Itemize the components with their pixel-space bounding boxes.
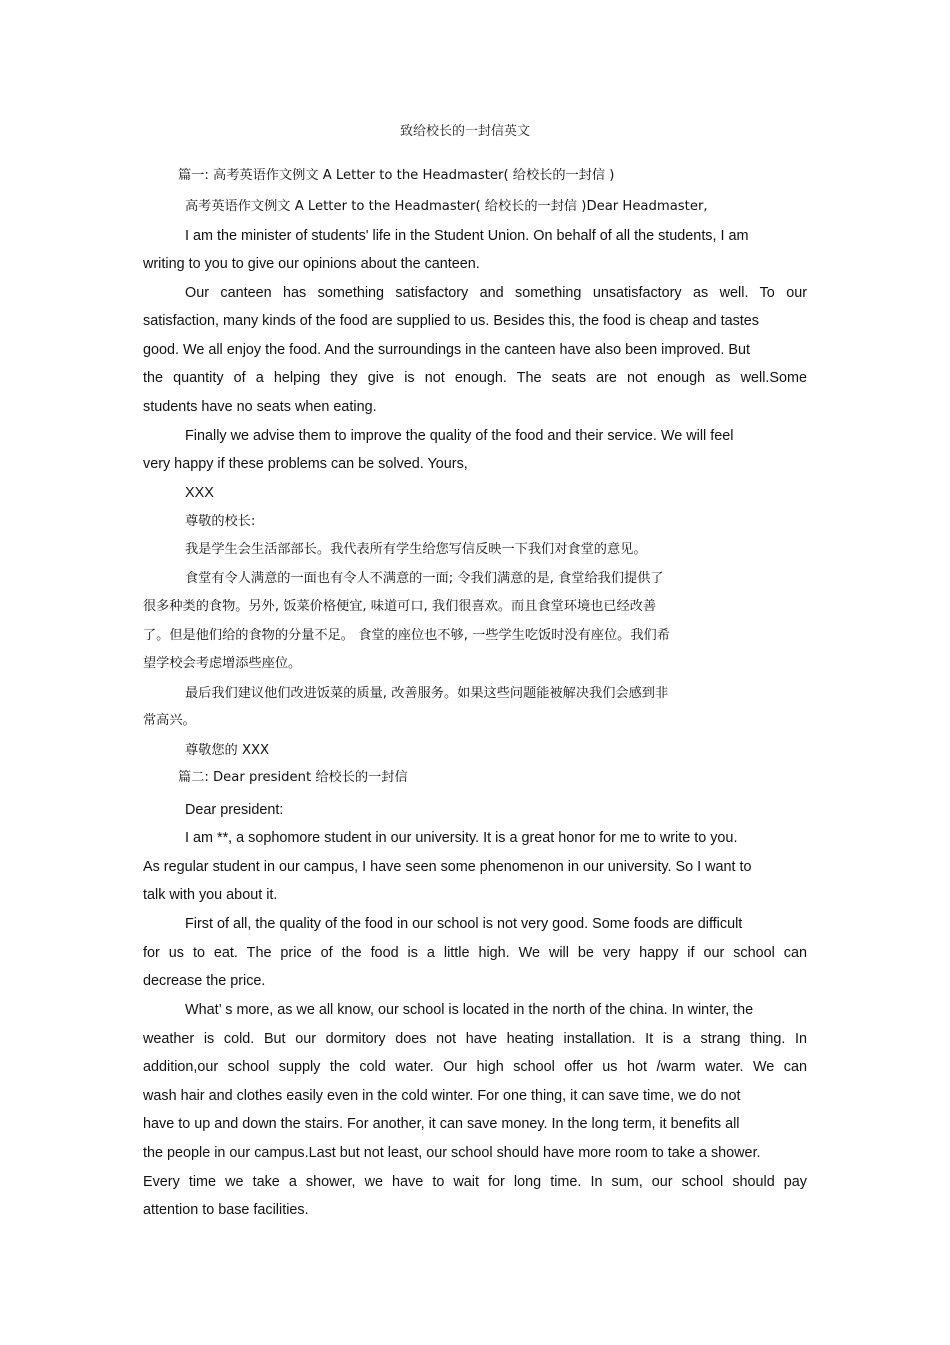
text-line: 最后我们建议他们改进饭菜的质量, 改善服务。如果这些问题能被解决我们会感到非 [185,686,669,701]
signature-xxx: XXX [185,485,214,501]
text-line: 食堂有令人满意的一面也有令人不满意的一面; 令我们满意的是, 食堂给我们提供了 [185,571,664,586]
text-line: 尊敬您的 XXX [185,743,270,758]
text-line: Our canteen has something satisfactory and something unsatisfactory as well. To our [185,285,807,301]
text-line: addition,our school supply the cold water. Our high school offer us hot /warm water. We can [143,1059,807,1075]
text-line: 常高兴。 [143,713,196,728]
text-line: 了。但是他们给的食物的分量不足。 食堂的座位也不够, 一些学生吃饭时没有座位。我们希 [143,628,670,643]
text-line: talk with you about it. [143,887,278,903]
text-line: for us to eat. The price of the food is a little high. We will be very happy if our school can [143,945,807,961]
text-line: Dear president: [185,802,284,818]
text-line: the quantity of a helping they give is not enough. The seats are not enough as well.Some [143,370,807,386]
text-line: 望学校会考虑增添些座位。 [143,656,302,671]
document-title: 致给校长的一封信英文 [399,124,530,139]
section-heading-2: 篇二: Dear president 给校长的一封信 [178,770,408,785]
text-line: Every time we take a shower, we have to wait for long time. In sum, our school should pay [143,1174,807,1190]
text-line: As regular student in our campus, I have seen some phenomenon in our university. So I want to [143,859,752,875]
text-line: good. We all enjoy the food. And the surroundings in the canteen have also been improved. But [143,342,750,358]
text-line: decrease the price. [143,973,266,989]
text-line: attention to base facilities. [143,1202,309,1218]
text-line: writing to you to give our opinions about the canteen. [143,256,480,272]
text-line: the people in our campus.Last but not least, our school should have more room to take a shower. [143,1145,761,1161]
text-line: First of all, the quality of the food in our school is not very good. Some foods are difficult [185,916,743,932]
text-line: I am the minister of students' life in the Student Union. On behalf of all the students, I am [185,228,749,244]
text-line: weather is cold. But our dormitory does not have heating installation. It is a strang thing. In [143,1031,807,1047]
text-line: have to up and down the stairs. For another, it can save money. In the long term, it benefits all [143,1116,740,1132]
text-line: very happy if these problems can be solved. Yours, [143,456,468,472]
text-line: 高考英语作文例文 A Letter to the Headmaster( 给校长的一封信 )Dear Headmaster, [185,199,708,214]
text-line: Finally we advise them to improve the quality of the food and their service. We will feel [185,428,734,444]
text-line: 尊敬的校长: [185,514,256,529]
section-heading-1: 篇一: 高考英语作文例文 A Letter to the Headmaster( 给校长的一封信 ) [178,168,615,183]
text-line: 很多种类的食物。另外, 饭菜价格便宜, 味道可口, 我们很喜欢。而且食堂环境也已经改善 [143,599,657,614]
text-line: students have no seats when eating. [143,399,377,415]
text-line: wash hair and clothes easily even in the cold winter. For one thing, it can save time, we do not [143,1088,741,1104]
text-line: 我是学生会生活部部长。我代表所有学生给您写信反映一下我们对食堂的意见。 [185,542,647,557]
text-line: I am **, a sophomore student in our university. It is a great honor for me to write to you. [185,830,738,846]
text-line: satisfaction, many kinds of the food are supplied to us. Besides this, the food is cheap and tastes [143,313,759,329]
text-line: What’ s more, as we all know, our school is located in the north of the china. In winter, the [185,1002,754,1018]
